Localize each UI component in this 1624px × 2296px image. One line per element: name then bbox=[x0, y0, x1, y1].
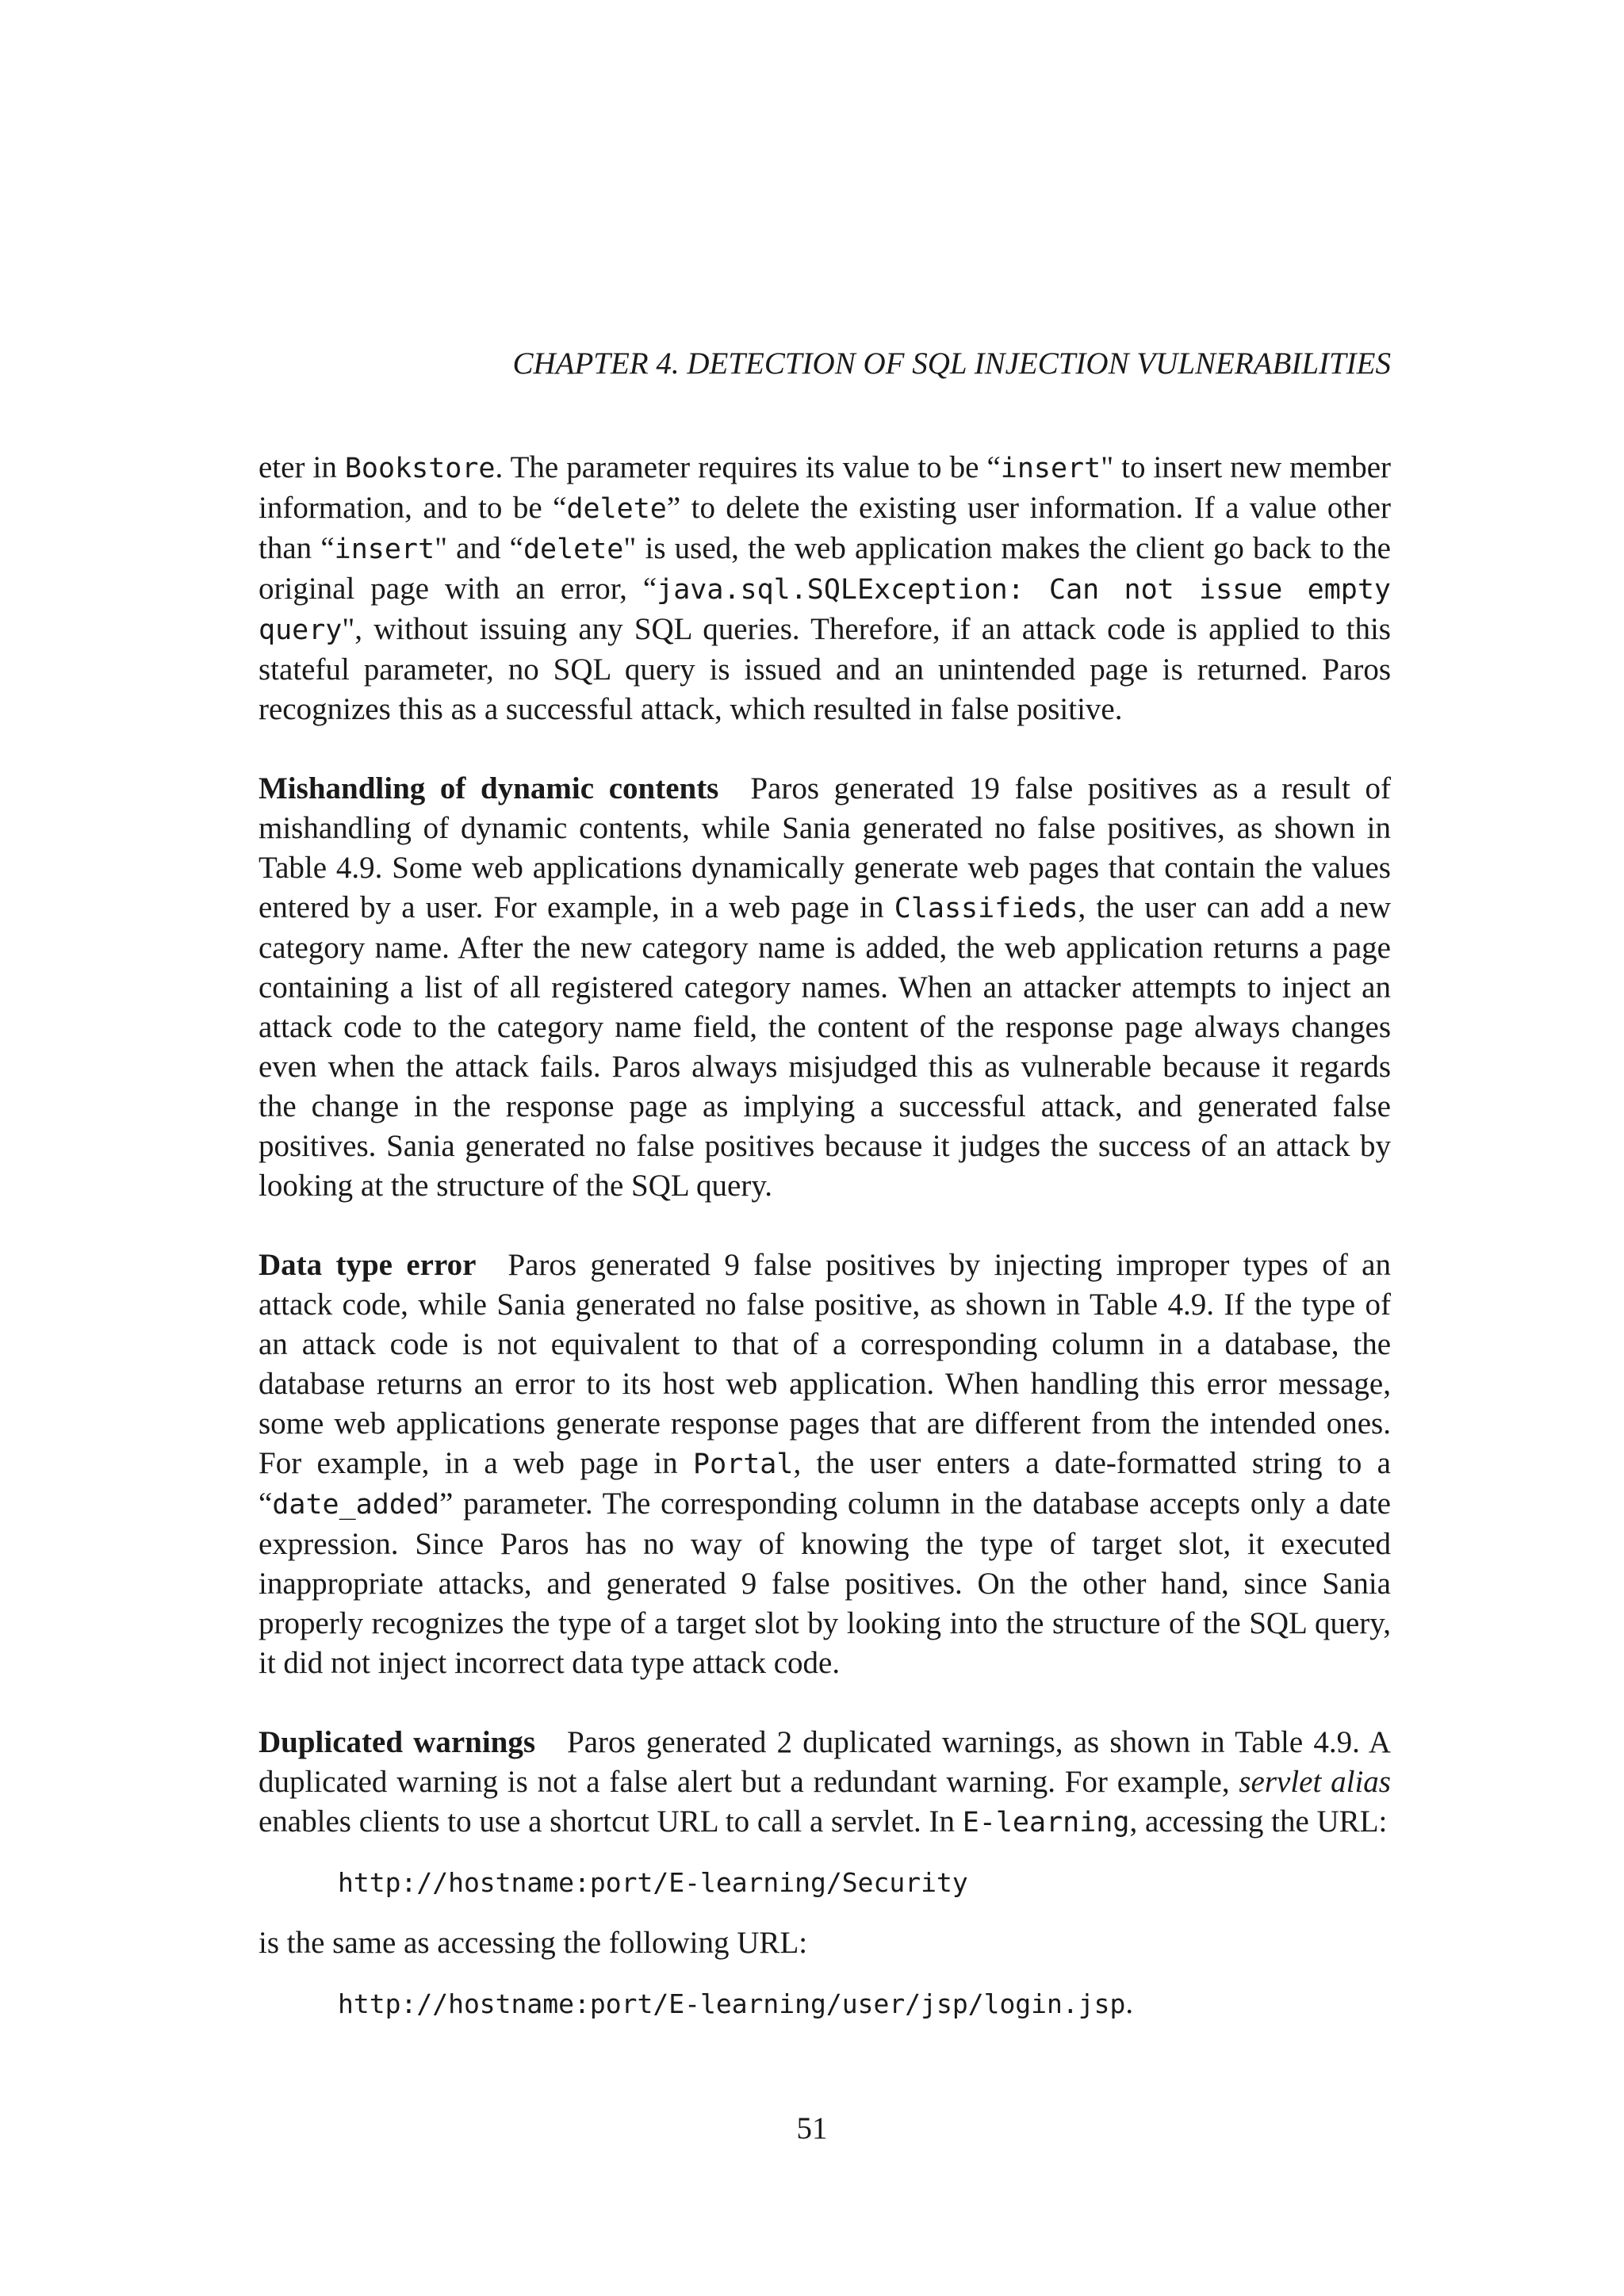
text-run: " is used, the web application makes the client go back to the original page with an error, “ bbox=[259, 531, 1391, 606]
page-number: 51 bbox=[796, 2111, 828, 2145]
page-body bbox=[259, 448, 1391, 2024]
code-insert: insert bbox=[334, 534, 435, 565]
paragraph-stateful-parameter bbox=[259, 448, 1391, 729]
paragraph-duplicated-warnings bbox=[259, 1723, 1391, 1843]
text-run: ” to delete the existing user information. If a value other than “ bbox=[259, 491, 1391, 565]
text-run: eter in bbox=[259, 450, 345, 484]
code-date-added: date_added bbox=[272, 1489, 440, 1521]
code-e-learning: E-learning bbox=[962, 1807, 1130, 1839]
paragraph-data-type-error bbox=[259, 1246, 1391, 1683]
text-run: , the user can add a new category name. After the new category name is added, the web application returns a page containing a list of all registered category names. When an attacker attempts to inject an attack code to the category name field, the content of the response page always changes even when the attack fails. Paros always misjudged this as vulnerable because it regards the change in the response page as implying a successful attack, and generated false positives. Sania generated no false positives because it judges the success of an attack by looking at the structure of the SQL query. bbox=[259, 890, 1391, 1203]
paragraph-heading: Mishandling of dynamic contents bbox=[259, 771, 719, 806]
text-run: Paros generated 2 duplicated warnings, as shown in Table 4.9. A duplicated warning is not a false alert but a redundant warning. For example, bbox=[259, 1725, 1391, 1799]
text-run: , the user enters a date-formatted string to a “ bbox=[259, 1446, 1391, 1521]
code-delete: delete bbox=[566, 493, 667, 525]
code-sql-exception: java.sql.SQLException: Can not issue empty query bbox=[259, 574, 1391, 646]
code-insert: insert bbox=[1000, 453, 1101, 484]
text-run: " to insert new member information, and to be “ bbox=[259, 450, 1391, 525]
paragraph-dynamic-contents bbox=[259, 769, 1391, 1206]
text-run: " and “ bbox=[435, 531, 523, 565]
text-run: ", without issuing any SQL queries. Therefore, if an attack code is applied to this stateful parameter, no SQL query is issued and an unintended page is returned. Paros recognizes this as a successful attack, which resulted in false positive. bbox=[259, 612, 1391, 726]
paragraph-heading: Duplicated warnings bbox=[259, 1725, 536, 1759]
emphasis-servlet-alias: servlet alias bbox=[1239, 1765, 1391, 1799]
code-delete: delete bbox=[523, 534, 624, 565]
url-login bbox=[338, 1984, 1391, 2024]
text-run: , accessing the URL: bbox=[1129, 1804, 1388, 1839]
url-login-text: http://hostname:port/E-learning/user/jsp/login.jsp bbox=[338, 1988, 1126, 2019]
url-security: http://hostname:port/E-learning/Security bbox=[338, 1867, 968, 1898]
url-period: . bbox=[1125, 1986, 1134, 2020]
text-run: enables clients to use a shortcut URL to call a servlet. In bbox=[259, 1804, 963, 1839]
running-header: CHAPTER 4. DETECTION OF SQL INJECTION VULNERABILITIES bbox=[512, 346, 1391, 381]
code-portal: Portal bbox=[693, 1448, 794, 1480]
text-run: . The parameter requires its value to be “ bbox=[495, 450, 1001, 484]
text-run: Paros generated 19 false positives as a result of mishandling of dynamic contents, while Sania generated no false positives, as shown in Table 4.9. Some web applications dynamically generate web pages that contain the values entered by a user. For example, in a web page in bbox=[259, 771, 1392, 924]
code-bookstore: Bookstore bbox=[344, 453, 496, 484]
paragraph-heading: Data type error bbox=[259, 1248, 477, 1282]
code-classifieds: Classifieds bbox=[894, 893, 1078, 924]
text-run: Paros generated 9 false positives by injecting improper types of an attack code, while Sania generated no false positive, as shown in Table 4.9. If the type of an attack code is not equivalent to that of a corresponding column in a database, the database returns an error to its host web application. When handling this error message, some web applications generate response pages that are different from the intended ones. For example, in a web page in bbox=[259, 1248, 1391, 1480]
paragraph-same-as: is the same as accessing the following URL: bbox=[259, 1926, 808, 1960]
text-run: ” parameter. The corresponding column in the database accepts only a date expression. Since Paros has no way of knowing the type of target slot, it executed inappropriate attacks, and generated 9 false positives. On the other hand, since Sania properly recognizes the type of a target slot by looking into the structure of the SQL query, it did not inject incorrect data type attack code. bbox=[259, 1487, 1391, 1680]
